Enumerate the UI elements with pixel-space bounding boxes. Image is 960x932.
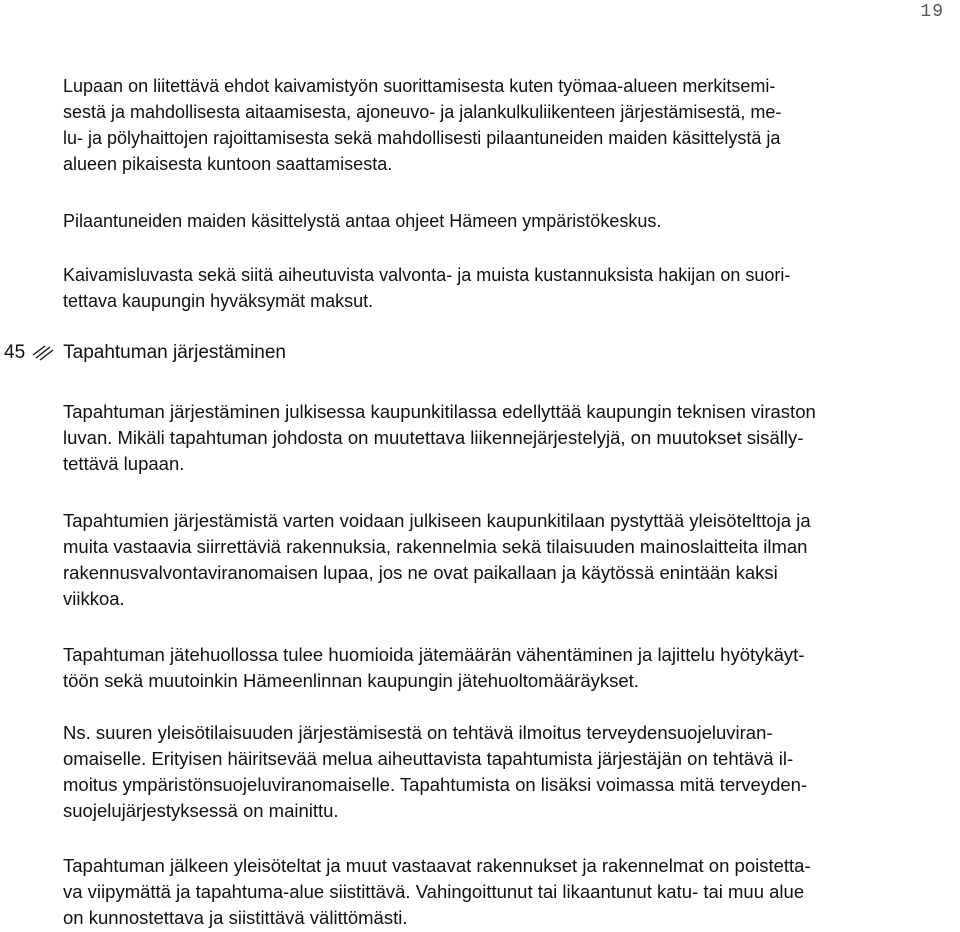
paragraph-fees [63, 262, 958, 314]
text-line: Lupaan on liitettävä ehdot kaivamistyön suorittamisesta kuten työmaa-alueen merkitsemi- [63, 76, 776, 96]
text-line: on kunnostettava ja siistittävä välittömästi. [63, 907, 408, 928]
paragraph-contaminated-soil [63, 208, 958, 234]
paragraph-excavation-terms [63, 73, 958, 177]
text-line: tettävä lupaan. [63, 453, 185, 474]
text-line: töön sekä muutoinkin Hämeenlinnan kaupungin jätehuoltomääräykset. [63, 670, 639, 691]
section-heading [4, 340, 286, 366]
text-line: suojelujärjestyksessä on mainittu. [63, 800, 339, 821]
section-number: 45 [4, 342, 26, 363]
text-line: Ns. suuren yleisötilaisuuden järjestämisestä on tehtävä ilmoitus terveydensuojeluviran- [63, 722, 773, 743]
paragraph-cleanup [63, 853, 958, 931]
section-sign-icon [31, 342, 55, 364]
text-line: luvan. Mikäli tapahtuman johdosta on muutettava liikennejärjestelyjä, on muutokset sisälly- [63, 427, 804, 448]
text-line: Tapahtumien järjestämistä varten voidaan julkiseen kaupunkitilaan pystyttää yleisötelttoja ja [63, 510, 811, 531]
section-title: Tapahtuman järjestäminen [63, 342, 286, 363]
paragraph-event-structures [63, 508, 958, 612]
text-line: Pilaantuneiden maiden käsittelystä antaa ohjeet Hämeen ympäristökeskus. [63, 211, 662, 231]
text-line: tettava kaupungin hyväksymät maksut. [63, 291, 374, 311]
text-line: sestä ja mahdollisesta aitaamisesta, ajoneuvo- ja jalankulkuliikenteen järjestämisestä, me- [63, 102, 782, 122]
text-line: va viipymättä ja tapahtuma-alue siistittävä. Vahingoittunut tai likaantunut katu- tai muu alue [63, 881, 805, 902]
text-line: Kaivamisluvasta sekä siitä aiheutuvista valvonta- ja muista kustannuksista hakijan on suori- [63, 265, 791, 285]
paragraph-event-permit [63, 399, 958, 477]
text-line: Tapahtuman jälkeen yleisöteltat ja muut vastaavat rakennukset ja rakennelmat on poistetta- [63, 855, 811, 876]
text-line: moitus ympäristönsuojeluviranomaiselle. Tapahtumista on lisäksi voimassa mitä terveyden- [63, 774, 808, 795]
paragraph-waste-management [63, 642, 958, 694]
page-number: 19 [920, 2, 944, 22]
text-line: lu- ja pölyhaittojen rajoittamisesta sekä mahdollisesti pilaantuneiden maiden käsittelystä ja [63, 128, 781, 148]
text-line: Tapahtuman järjestäminen julkisessa kaupunkitilassa edellyttää kaupungin teknisen viraston [63, 401, 816, 422]
text-line: Tapahtuman jätehuollossa tulee huomioida jätemäärän vähentäminen ja lajittelu hyötykäyt- [63, 644, 805, 665]
paragraph-health-notice [63, 720, 958, 824]
text-line: rakennusvalvontaviranomaisen lupaa, jos ne ovat paikallaan ja käytössä enintään kaksi [63, 562, 778, 583]
text-line: muita vastaavia siirrettäviä rakennuksia, rakennelmia sekä tilaisuuden mainoslaitteita ilman [63, 536, 808, 557]
text-line: omaiselle. Erityisen häiritsevää melua aiheuttavista tapahtumista järjestäjän on tehtävä il- [63, 748, 794, 769]
text-line: alueen pikaisesta kuntoon saattamisesta. [63, 154, 393, 174]
text-line: viikkoa. [63, 588, 125, 609]
